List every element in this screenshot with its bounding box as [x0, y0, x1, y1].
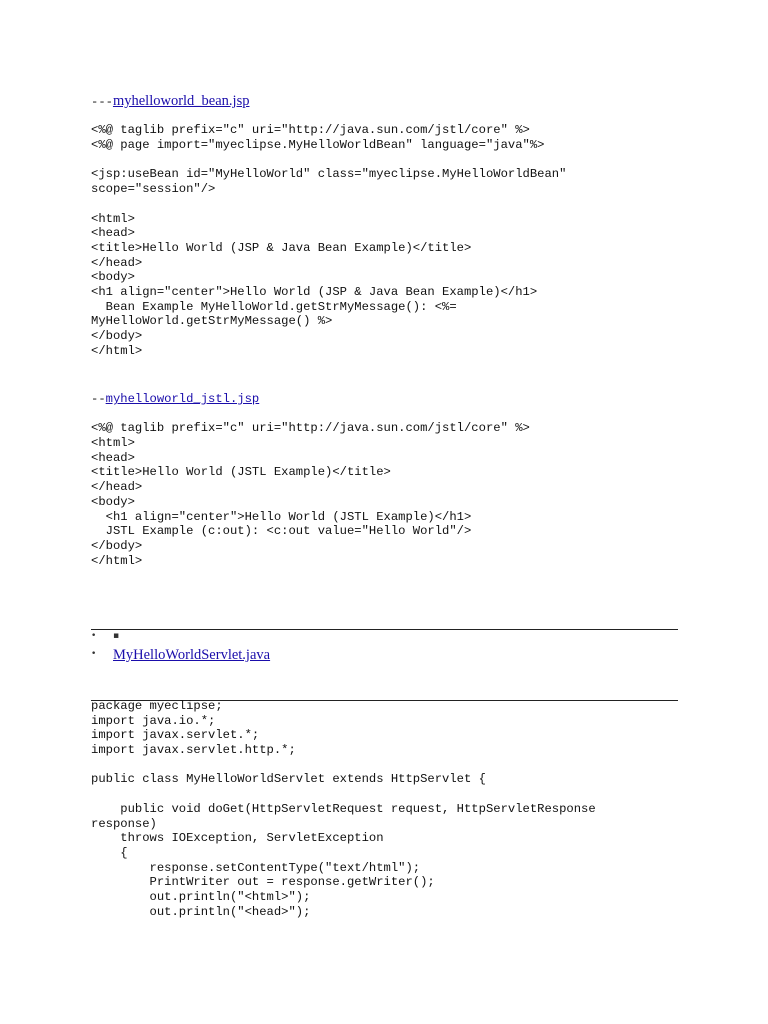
servlet-code-section: [91, 699, 596, 919]
code-line: <body>: [91, 494, 135, 509]
code-line: <html>: [91, 436, 135, 451]
code-line: </head>: [91, 255, 143, 270]
code-line: <head>: [91, 450, 135, 465]
bullet-icon: •: [91, 631, 97, 641]
code-line: response): [91, 816, 157, 831]
code-line: import javax.servlet.http.*;: [91, 743, 296, 758]
code-line: [91, 153, 566, 168]
code-line: out.println("<head>");: [91, 904, 311, 919]
code-line: </html>: [91, 343, 143, 358]
section-heading: [91, 392, 530, 407]
bullet-icon: •: [91, 649, 97, 659]
code-line: <title>Hello World (JSP & Java Bean Example)</title>: [91, 240, 472, 255]
jstl-jsp-link[interactable]: myhelloworld_jstl.jsp: [105, 392, 260, 406]
bean-jsp-section: [91, 94, 566, 358]
code-line: </html>: [91, 553, 143, 568]
code-line: package myeclipse;: [91, 699, 223, 713]
code-line: MyHelloWorld.getStrMyMessage() %>: [91, 314, 333, 329]
code-line: <body>: [91, 270, 135, 285]
code-line: </head>: [91, 480, 143, 495]
code-line: import java.io.*;: [91, 713, 216, 728]
servlet-java-link[interactable]: MyHelloWorldServlet.java: [113, 647, 271, 663]
section-heading: [91, 94, 566, 109]
code-line: [91, 197, 566, 212]
code-line: [91, 109, 566, 124]
code-line: throws IOException, ServletException: [91, 831, 384, 846]
code-line: scope="session"/>: [91, 182, 216, 197]
code-line: </body>: [91, 329, 143, 343]
code-line: [91, 407, 530, 422]
code-line: <h1 align="center">Hello World (JSP & Java Bean Example)</h1>: [91, 284, 538, 299]
code-line: import javax.servlet.*;: [91, 728, 260, 743]
jstl-jsp-section: [91, 392, 530, 568]
code-block: [91, 407, 530, 569]
code-line: out.println("<html>");: [91, 889, 311, 904]
code-line: Bean Example MyHelloWorld.getStrMyMessage(): <%=: [91, 299, 457, 314]
code-line: <%@ page import="myeclipse.MyHelloWorldBean" language="java"%>: [91, 138, 545, 153]
code-line: [91, 758, 596, 773]
code-line: <h1 align="center">Hello World (JSTL Example)</h1>: [91, 509, 472, 524]
code-line: public class MyHelloWorldServlet extends HttpServlet {: [91, 772, 486, 787]
square-bullet-icon: ▪: [113, 631, 120, 641]
code-line: </body>: [91, 538, 143, 553]
code-line: <%@ taglib prefix="c" uri="http://java.sun.com/jstl/core" %>: [91, 123, 530, 138]
code-line: {: [91, 845, 128, 860]
code-line: <jsp:useBean id="MyHelloWorld" class="myeclipse.MyHelloWorldBean": [91, 167, 567, 182]
heading-prefix: ---: [91, 95, 113, 109]
horizontal-rule-top: [91, 629, 678, 630]
code-line: <%@ taglib prefix="c" uri="http://java.sun.com/jstl/core" %>: [91, 421, 530, 436]
code-line: public void doGet(HttpServletRequest request, HttpServletResponse: [91, 801, 596, 816]
code-line: response.setContentType("text/html");: [91, 860, 421, 875]
code-line: PrintWriter out = response.getWriter();: [91, 875, 435, 890]
code-line: <title>Hello World (JSTL Example)</title>: [91, 465, 391, 480]
code-line: <head>: [91, 226, 135, 241]
code-line: JSTL Example (c:out): <c:out value="Hello World"/>: [91, 524, 472, 539]
code-block: [91, 109, 566, 359]
code-block: [91, 699, 596, 919]
heading-prefix: --: [91, 392, 106, 406]
code-line: <html>: [91, 211, 135, 226]
bean-jsp-link[interactable]: myhelloworld_bean.jsp: [112, 93, 250, 109]
code-line: [91, 787, 596, 802]
